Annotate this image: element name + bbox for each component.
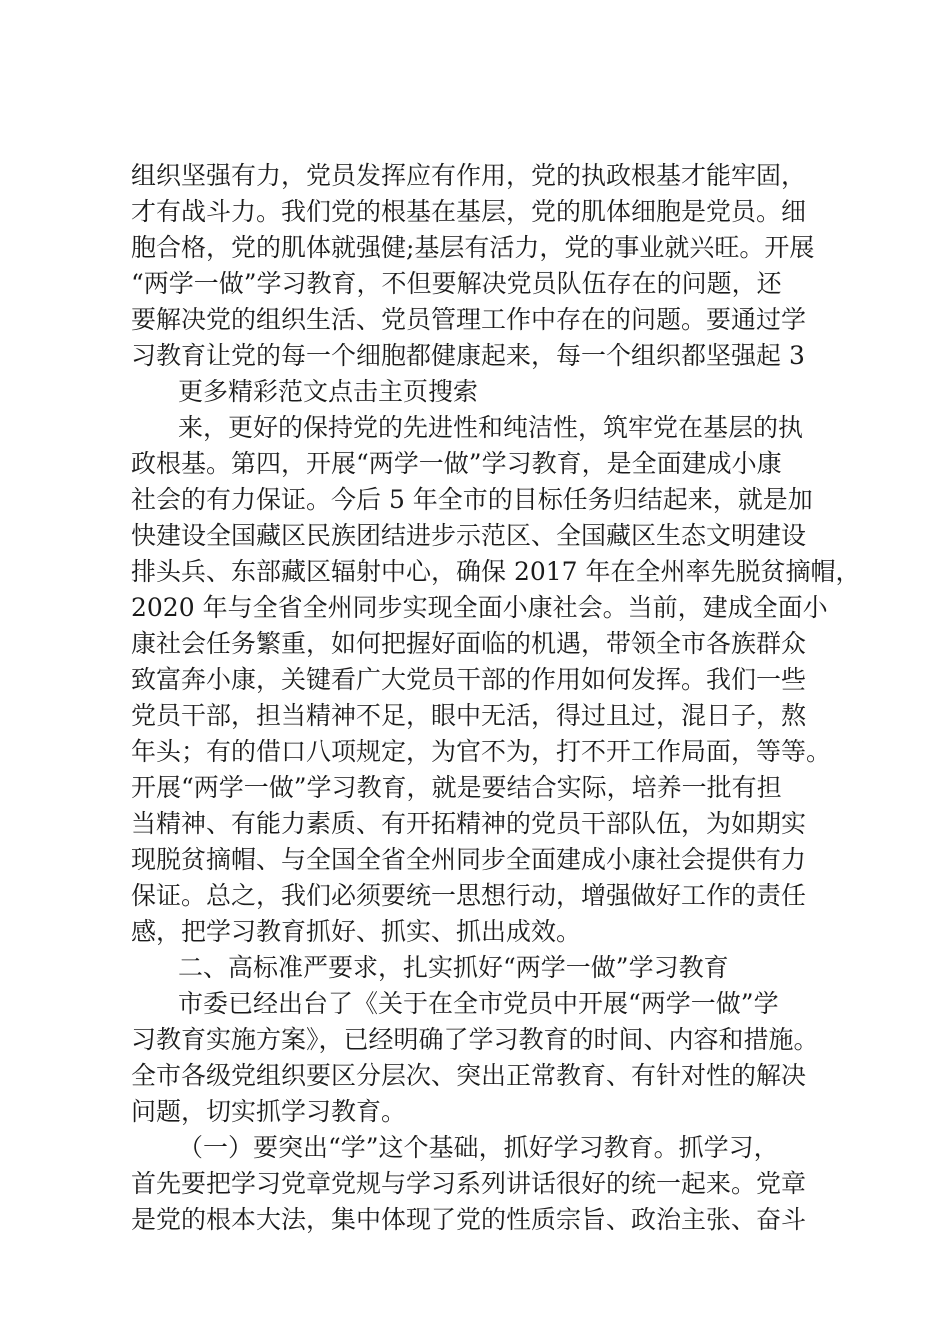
promo-link-text: 更多精彩范文点击主页搜索 [178, 377, 479, 406]
body-line: 才有战斗力。我们党的根基在基层，党的肌体细胞是党员。细 [131, 197, 807, 226]
body-line: 全市各级党组织要区分层次、突出正常教育、有针对性的解决 [131, 1061, 807, 1090]
body-line: 社会的有力保证。今后 5 年全市的目标任务归结起来，就是加 [131, 485, 813, 514]
body-line: 来，更好的保持党的先进性和纯洁性，筑牢党在基层的执 [178, 413, 804, 442]
body-line: 组织坚强有力，党员发挥应有作用，党的执政根基才能牢固， [131, 161, 807, 190]
body-line: 保证。总之，我们必须要统一思想行动，增强做好工作的责任 [131, 881, 807, 910]
body-line: 党员干部，担当精神不足，眼中无活，得过且过，混日子，熬 [131, 701, 807, 730]
body-line: 快建设全国藏区民族团结进步示范区、全国藏区生态文明建设 [131, 521, 807, 550]
body-line: 现脱贫摘帽、与全国全省全州同步全面建成小康社会提供有力 [131, 845, 807, 874]
body-line: 当精神、有能力素质、有开拓精神的党员干部队伍，为如期实 [131, 809, 807, 838]
body-line: 问题，切实抓学习教育。 [131, 1097, 407, 1126]
body-line: 感，把学习教育抓好、抓实、抓出成效。 [131, 917, 582, 946]
body-line: 开展“两学一做”学习教育，就是要结合实际，培养一批有担 [131, 773, 782, 802]
body-line: “两学一做”学习教育，不但要解决党员队伍存在的问题，还 [131, 269, 782, 298]
body-line: 政根基。第四，开展“两学一做”学习教育，是全面建成小康 [131, 449, 782, 478]
body-line: 市委已经出台了《关于在全市党员中开展“两学一做”学 [178, 989, 779, 1018]
body-line: 习教育让党的每一个细胞都健康起来，每一个组织都坚强起 3 [131, 341, 805, 370]
section-heading: 二、高标准严要求，扎实抓好“两学一做”学习教育 [178, 953, 729, 982]
body-line: 致富奔小康，关键看广大党员干部的作用如何发挥。我们一些 [131, 665, 807, 694]
body-line: 胞合格，党的肌体就强健;基层有活力，党的事业就兴旺。开展 [131, 233, 815, 262]
body-line: 康社会任务繁重，如何把握好面临的机遇，带领全市各族群众 [131, 629, 807, 658]
body-line: 排头兵、东部藏区辐射中心，确保 2017 年在全州率先脱贫摘帽， [131, 557, 861, 586]
subsection-heading: （一）要突出“学”这个基础，抓好学习教育。抓学习， [178, 1133, 779, 1162]
body-line: 2020 年与全省全州同步实现全面小康社会。当前，建成全面小 [131, 593, 828, 622]
body-line: 要解决党的组织生活、党员管理工作中存在的问题。要通过学 [131, 305, 807, 334]
body-line: 首先要把学习党章党规与学习系列讲话很好的统一起来。党章 [131, 1169, 807, 1198]
body-line: 习教育实施方案》，已经明确了学习教育的时间、内容和措施。 [131, 1025, 819, 1054]
body-line: 是党的根本大法，集中体现了党的性质宗旨、政治主张、奋斗 [131, 1205, 807, 1234]
body-line: 年头；有的借口八项规定，为官不为，打不开工作局面，等等。 [131, 737, 832, 766]
